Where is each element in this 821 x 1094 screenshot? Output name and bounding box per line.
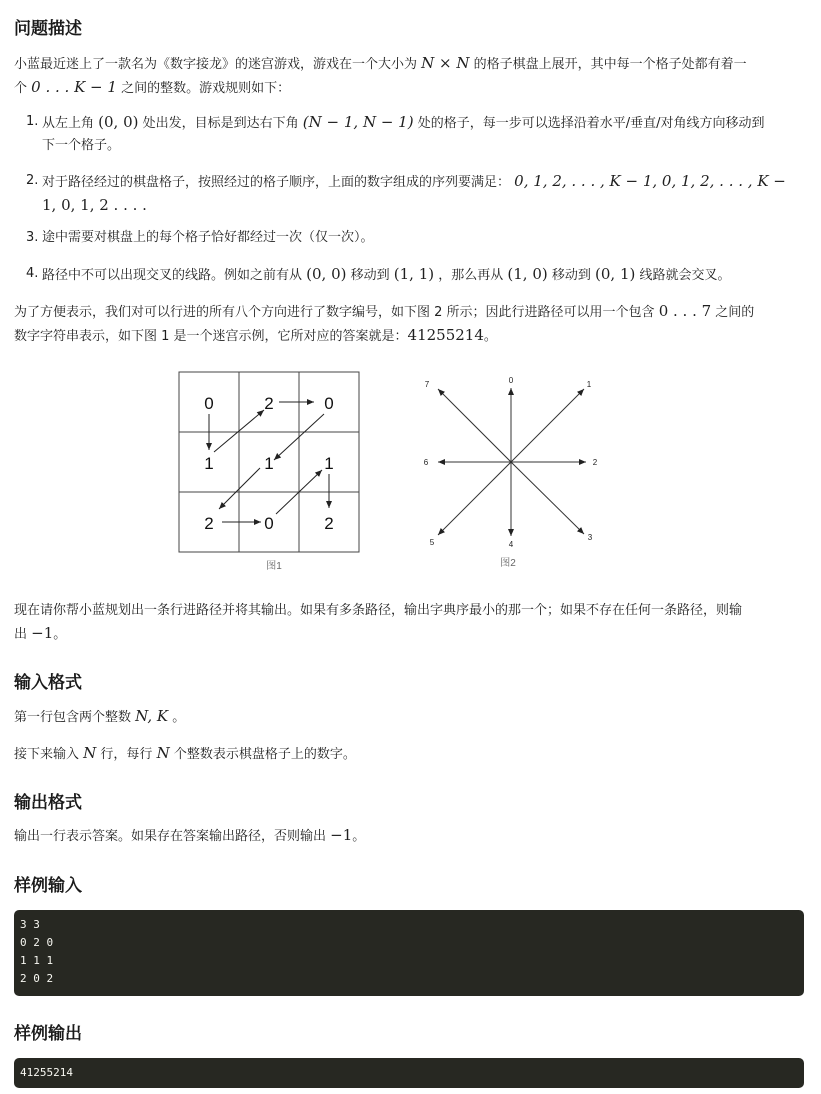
direction-label-5: 5	[429, 538, 435, 547]
figure-2-caption: 图2	[500, 558, 516, 569]
maze-cell-value: 1	[204, 454, 214, 473]
figure-1-caption: 图1	[266, 561, 282, 572]
maze-cell-value: 0	[204, 394, 214, 413]
direction-label-2: 2	[592, 458, 598, 467]
direction-label-3: 3	[587, 533, 593, 542]
direction-label-7: 7	[424, 380, 430, 389]
direction-arrow-7	[438, 389, 511, 462]
output-format-line: 输出一行表示答案。如果存在答案输出路径，否则输出 −1。	[14, 826, 366, 844]
direction-label-4: 4	[508, 540, 514, 549]
direction-arrow-3	[511, 462, 584, 534]
direction-arrow-5	[438, 462, 511, 535]
direction-arrow-1	[511, 389, 584, 462]
direction-arrows	[438, 388, 586, 536]
code-line: 3 3	[20, 918, 40, 931]
direction-label-6: 6	[423, 458, 429, 467]
maze-cell-value: 0	[324, 394, 334, 413]
maze-cell-value: 1	[324, 454, 334, 473]
code-line: 2 0 2	[20, 972, 54, 985]
figure-2-directions	[414, 364, 614, 576]
maze-cell-value: 2	[264, 394, 274, 413]
sample-input-code[interactable]	[14, 910, 804, 996]
output-format-heading: 输出格式	[14, 793, 82, 813]
direction-paragraph: 为了方便表示，我们对可以行进的所有八个方向进行了数字编号，如下图 2 所示；因此行进路径可以用一个包含 0 . . . 7 之间的 数字字符串表示，如下图 1 是一个迷宫示例，它所对应的答案就是：41255214。	[14, 302, 755, 344]
input-format-line-1: 第一行包含两个整数 N, K 。	[14, 707, 186, 725]
maze-cell-value: 2	[324, 514, 334, 533]
rule-item-2: 2. 对于路径经过的棋盘格子，按照经过的格子顺序，上面的数字组成的序列要满足： 0, 1, 2, . . . , K − 1, 0, 1, 2, . . . , K − 1, 0, 1, 2 . . . .	[26, 172, 786, 214]
code-line: 41255214	[20, 1066, 73, 1079]
input-format-line-2: 接下来输入 N 行，每行 N 个整数表示棋盘格子上的数字。	[14, 744, 356, 762]
rule-item-3: 3. 途中需要对棋盘上的每个格子恰好都经过一次（仅一次）。	[26, 230, 374, 245]
intro-paragraph: 小蓝最近迷上了一款名为《数字接龙》的迷宫游戏，游戏在一个大小为 N × N 的格子棋盘上展开，其中每一个格子处都有着一 个 0 . . . K − 1 之间的整数。游戏规则如下：	[14, 54, 747, 96]
maze-cells	[204, 394, 333, 533]
direction-label-1: 1	[586, 380, 592, 389]
maze-cell-value: 2	[204, 514, 214, 533]
code-line: 1 1 1	[20, 954, 54, 967]
sample-input-heading: 样例输入	[14, 876, 82, 896]
code-line: 0 2 0	[20, 936, 54, 949]
problem-description-heading: 问题描述	[14, 19, 82, 39]
rule-item-1: 1. 从左上角 (0, 0) 处出发，目标是到达右下角 (N − 1, N − 1) 处的格子，每一步可以选择沿着水平/垂直/对角线方向移动到 下一个格子。	[26, 113, 765, 153]
input-format-heading: 输入格式	[14, 673, 82, 693]
sample-output-code[interactable]	[14, 1058, 804, 1088]
task-paragraph: 现在请你帮小蓝规划出一条行进路径并将其输出。如果有多条路径，输出字典序最小的那一个；如果不存在任何一条路径，则输 出 −1。	[14, 603, 743, 642]
sample-output-heading: 样例输出	[14, 1024, 82, 1044]
maze-cell-value: 0	[264, 514, 274, 533]
maze-cell-value: 1	[264, 454, 274, 473]
direction-label-0: 0	[508, 376, 514, 385]
figure-1-maze	[164, 364, 404, 576]
rule-item-4: 4. 路径中不可以出现交叉的线路。例如之前有从 (0, 0) 移动到 (1, 1) ，那么再从 (1, 0) 移动到 (0, 1) 线路就会交叉。	[26, 265, 731, 283]
